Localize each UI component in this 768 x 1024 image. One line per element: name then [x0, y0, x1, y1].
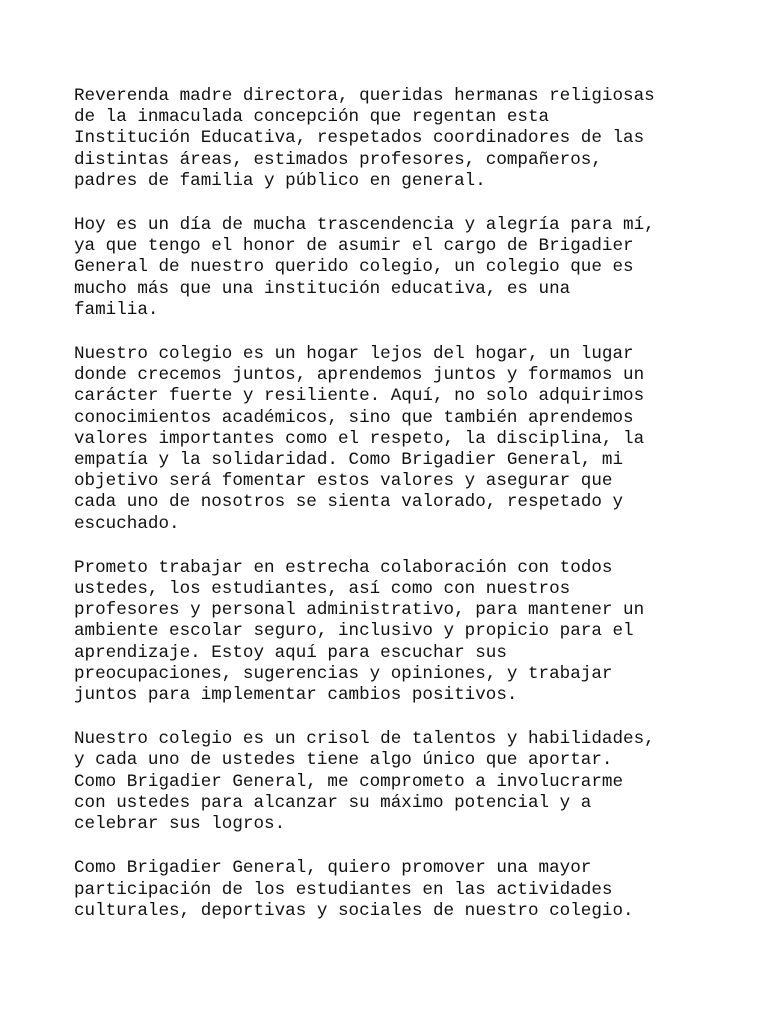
paragraph-participation: Como Brigadier General, quiero promover una mayor participación de los estudiantes en las actividades culturales, deportivas y sociales de nuestro colegio. [74, 858, 634, 921]
paragraph-introduction: Hoy es un día de mucha trascendencia y alegría para mí, ya que tengo el honor de asumir el cargo de Brigadier General de nuestro querido colegio, un colegio que es mucho más que una institución educativa, es una familia. [74, 215, 655, 320]
paragraph-talents: Nuestro colegio es un crisol de talentos y habilidades, y cada uno de ustedes tiene algo único que aportar. Como Brigadier General, me comprometo a involucrarme con ustedes para alcanzar su máximo potencial y a celebrar sus logros. [74, 729, 655, 835]
paragraph-values: Nuestro colegio es un hogar lejos del hogar, un lugar donde crecemos juntos, aprendemos juntos y formamos un carácter fuerte y resiliente. Aquí, no solo adquirimos conocimientos académicos, sino que también aprendemos valores importantes como el respeto, la disciplina, la empatía y la solidaridad. Como Brigadier General, mi objetivo será fomentar estos valores y asegurar que cada uno de nosotros se sienta valorado, respetado y escuchado. [74, 344, 645, 534]
paragraph-commitment: Prometo trabajar en estrecha colaboración con todos ustedes, los estudiantes, así como con nuestros profesores y personal administrativo, para mantener un ambiente escolar seguro, inclusivo y propicio para el aprendizaje. Estoy aquí para escuchar sus preocupaciones, sugerencias y opiniones, y trabajar juntos para implementar cambios positivos. [74, 557, 645, 706]
paragraph-salutation: Reverenda madre directora, queridas hermanas religiosas de la inmaculada concepción que regentan esta Institución Educativa, respetados coordinadores de las distintas áreas, estimados profesores, compañeros, padres de familia y público en general. [74, 86, 655, 191]
document-body [74, 86, 734, 945]
